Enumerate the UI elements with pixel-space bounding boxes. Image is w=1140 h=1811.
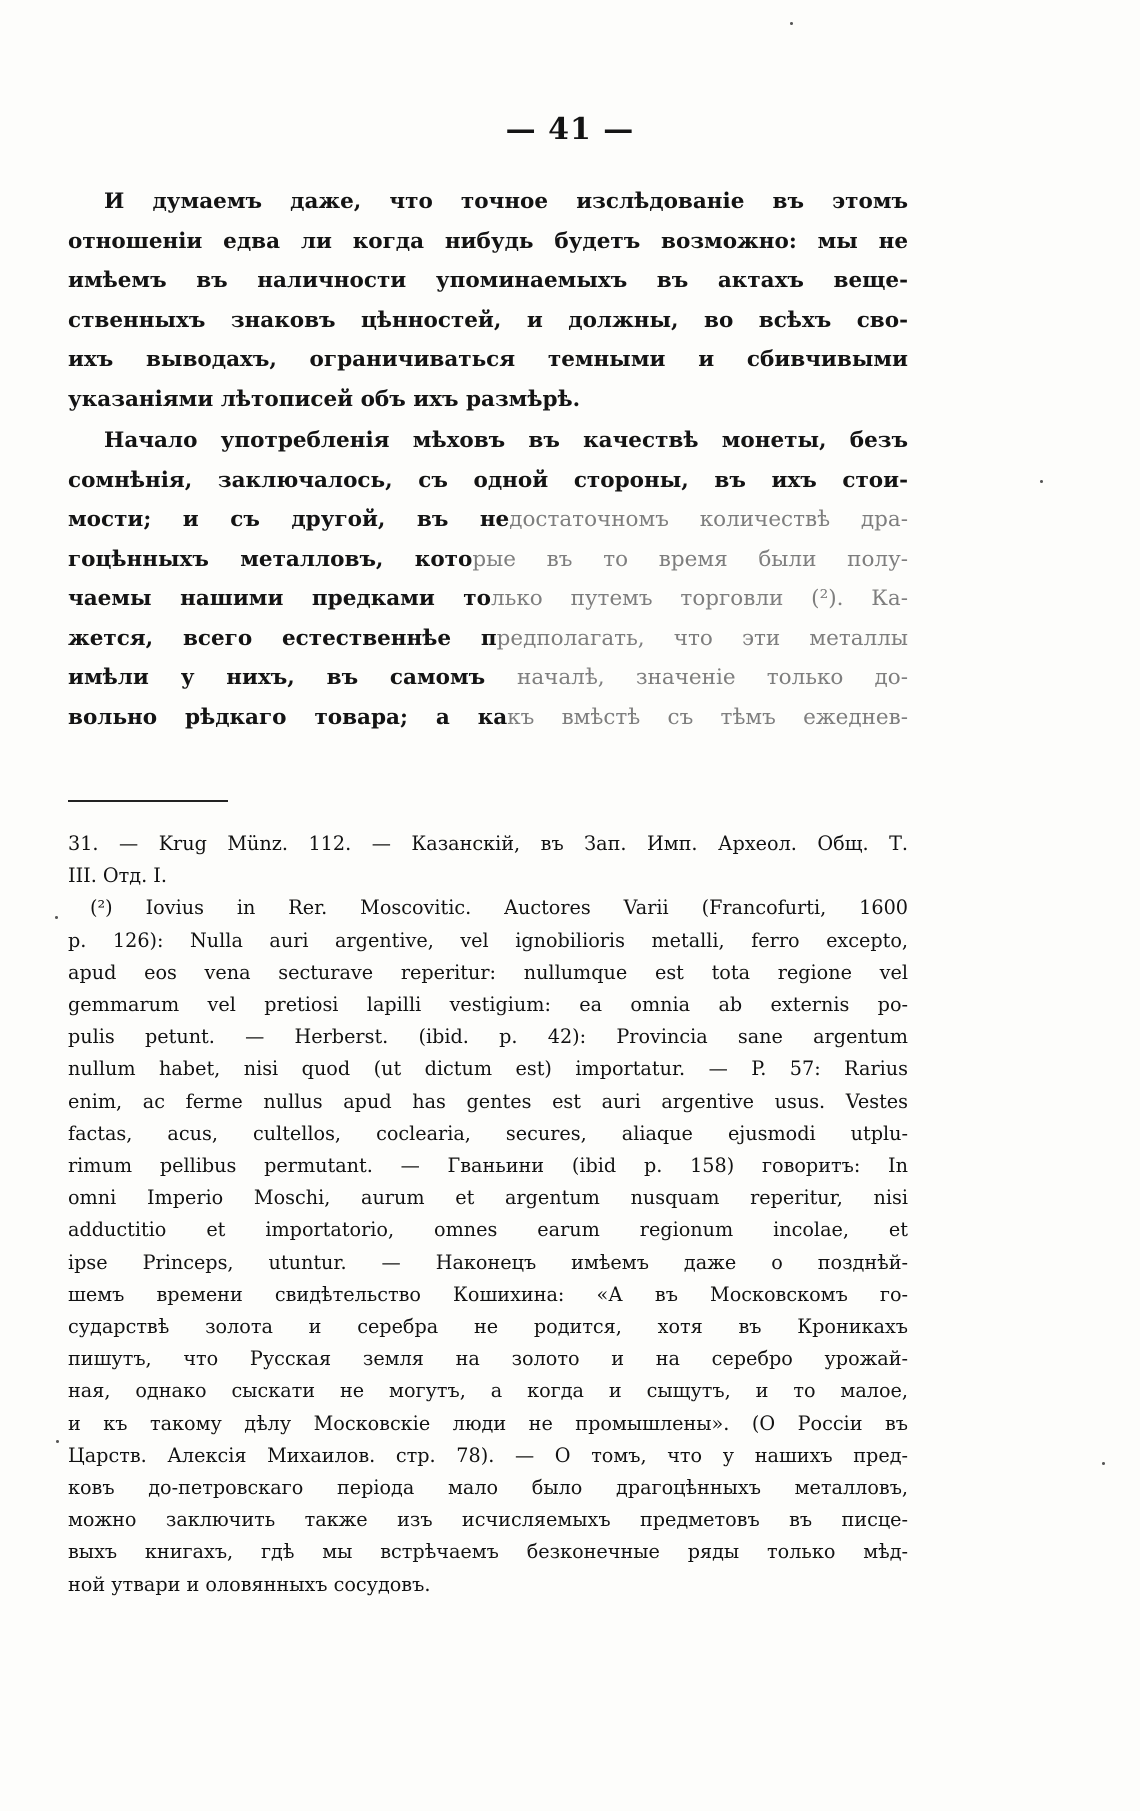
footnote-line: пишутъ, что Русская земля на золото и на серебро урожай-	[68, 1347, 908, 1371]
footnote-line: (²) Iovius in Rer. Moscovitic. Auctores Varii (Francofurti, 1600	[90, 896, 908, 920]
text-line: И думаемъ даже, что точное изслѣдованіе въ этомъ	[104, 189, 908, 214]
footnote-line: шемъ времени свидѣтельство Кошихина: «А въ Московскомъ го-	[68, 1282, 908, 1306]
footnote-line: omni Imperio Moschi, aurum et argentum nusquam reperitur, nisi	[68, 1186, 908, 1210]
text-line	[68, 619, 908, 659]
faded-text-segment: редполагать, что эти металлы	[496, 625, 908, 651]
page-number: — 41 —	[505, 112, 635, 147]
footnote-line: можно заключить также изъ исчисляемыхъ предметовъ въ писце-	[68, 1508, 908, 1532]
footnote-1	[68, 828, 908, 892]
text-segment: гоцѣнныхъ металловъ, кото	[68, 546, 473, 572]
footnote-line: ковъ до-петровскаго періода мало было драгоцѣнныхъ металловъ,	[68, 1476, 908, 1500]
text-segment: вольно рѣдкаго товара; а ка	[68, 704, 508, 730]
footnotes	[68, 828, 908, 1601]
text-line	[68, 421, 908, 461]
footnote-line: factas, acus, cultellos, coclearia, secures, aliaque ejusmodi utplu-	[68, 1121, 908, 1145]
footnote-line: gemmarum vel pretiosi lapilli vestigium: ea omnia ab externis po-	[68, 993, 908, 1017]
scan-speck	[56, 1440, 59, 1443]
text-line	[68, 658, 908, 698]
faded-text-segment: лько путемъ торговли (²). Ка-	[490, 586, 908, 611]
text-line	[68, 461, 908, 501]
scan-speck	[55, 916, 58, 919]
faded-text-segment: рые въ то время были полу-	[472, 546, 908, 572]
faded-text-segment: къ вмѣстѣ съ тѣмъ ежеднев-	[507, 704, 908, 730]
footnote-line: enim, ac ferme nullus apud has gentes est auri argentive usus. Vestes	[68, 1089, 908, 1113]
text-segment: имѣли у нихъ, въ самомъ	[68, 665, 517, 690]
text-line: указаніями лѣтописей объ ихъ размѣрѣ.	[68, 386, 581, 412]
text-line	[68, 698, 908, 738]
faded-text-segment: началѣ, значеніе только до-	[516, 665, 908, 690]
footnote-line: и къ такому дѣлу Московскіе люди не промышлены». (О Россіи въ	[68, 1411, 908, 1435]
text-line: отношеніи едва ли когда нибудь будетъ возможно: мы не	[68, 228, 908, 254]
footnote-line: III. Отд. I.	[68, 864, 167, 888]
footnote-line: ной утвари и оловянныхъ сосудовъ.	[68, 1572, 431, 1596]
faded-text-segment: достаточномъ количествѣ дра-	[509, 507, 908, 532]
footnote-line: ipse Princeps, utuntur. — Наконецъ имѣемъ даже о позднѣй-	[68, 1250, 908, 1274]
footnote-line: ная, однако сыскати не могутъ, а когда и сыщутъ, и то малое,	[68, 1379, 908, 1403]
footnote-line: nullum habet, nisi quod (ut dictum est) importatur. — P. 57: Rarius	[68, 1057, 908, 1081]
footnote-separator	[68, 800, 228, 802]
footnote-line: adductitio et importatorio, omnes earum regionum incolae, et	[68, 1218, 908, 1242]
text-line: ственныхъ знаковъ цѣнностей, и должны, во всѣхъ сво-	[68, 307, 908, 333]
footnote-line: сударствѣ золота и серебра не родится, хотя въ Кроникахъ	[68, 1315, 908, 1339]
text-line	[68, 540, 908, 580]
text-segment: мости; и съ другой, въ не	[68, 507, 510, 532]
scan-speck	[1040, 480, 1043, 483]
text-line	[68, 500, 908, 540]
text-segment: чаемы нашими предками то	[68, 586, 491, 611]
footnote-2	[68, 892, 908, 1600]
scan-speck	[1102, 1462, 1105, 1465]
footnote-line: Царств. Алексія Михаилов. стр. 78). — О томъ, что у нашихъ пред-	[68, 1443, 908, 1467]
text-segment: Начало употребленія мѣховъ въ качествѣ монеты, безъ	[104, 428, 908, 453]
footnote-line: apud eos vena secturave reperitur: nullumque est tota regione vel	[68, 960, 908, 984]
text-segment: сомнѣнія, заключалось, съ одной стороны, въ ихъ стои-	[68, 467, 908, 493]
scan-speck	[790, 22, 793, 25]
text-line	[68, 579, 908, 619]
footnote-line: выхъ книгахъ, гдѣ мы встрѣчаемъ безконечные ряды только мѣд-	[68, 1540, 908, 1564]
footnote-line: rimum pellibus permutant. — Гваньини (ibid p. 158) говоритъ: In	[68, 1154, 908, 1178]
footnote-line: pulis petunt. — Herberst. (ibid. p. 42): Provincia sane argentum	[68, 1025, 908, 1049]
text-line: имѣемъ въ наличности упоминаемыхъ въ актахъ веще-	[68, 268, 908, 293]
paragraph-1	[68, 182, 908, 419]
paragraph-2	[68, 421, 908, 737]
footnote-line: 31. — Krug Münz. 112. — Казанскій, въ Зап. Имп. Археол. Общ. Т.	[68, 832, 908, 855]
footnote-line: p. 126): Nulla auri argentive, vel ignobilioris metalli, ferro excepto,	[68, 928, 908, 952]
text-segment: жется, всего естественнѣе п	[68, 625, 497, 651]
main-text	[68, 182, 908, 737]
text-line: ихъ выводахъ, ограничиваться темными и сбивчивыми	[68, 347, 908, 372]
